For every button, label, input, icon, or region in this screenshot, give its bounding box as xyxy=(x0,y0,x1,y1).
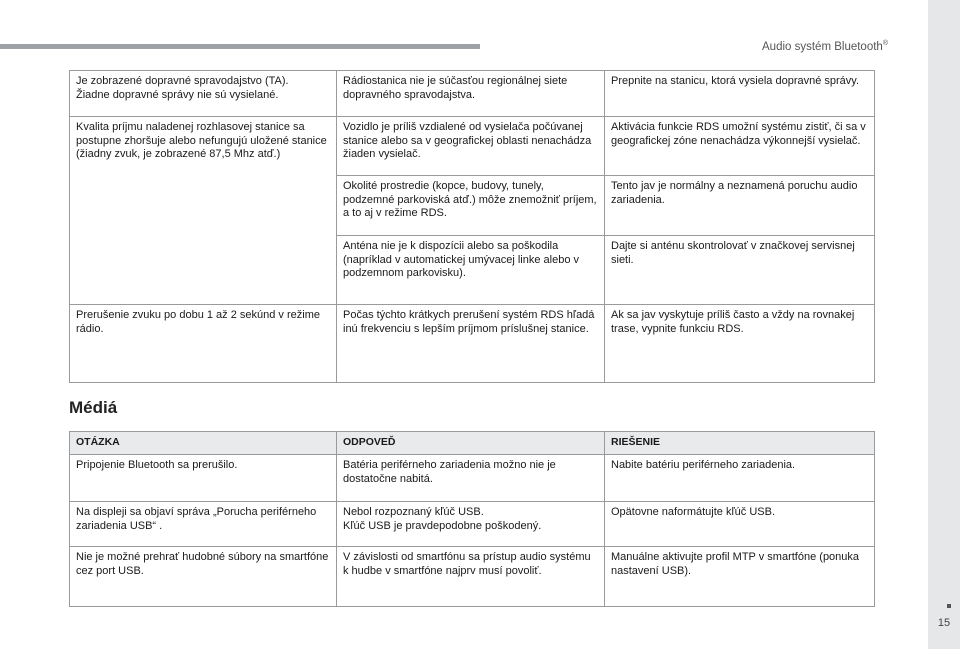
table-row xyxy=(70,547,875,607)
media-troubleshooting-table xyxy=(69,431,875,607)
table-cell: Počas týchto krátkych prerušení systém RDS hľadá inú frekvenciu s lepším príjmom príslušnej stanice. xyxy=(337,305,605,383)
table-cell: Dajte si anténu skontrolovať v značkovej servisnej sieti. xyxy=(605,236,875,305)
table-cell: Vozidlo je príliš vzdialené od vysielača počúvanej stanice alebo sa v geografickej oblasti nenachádza žiaden vysielač. xyxy=(337,117,605,176)
table-cell: Nie je možné prehrať hudobné súbory na smartfóne cez port USB. xyxy=(70,547,337,607)
section-title: Médiá xyxy=(69,398,118,417)
table-header-row xyxy=(70,432,875,455)
table-cell: Kvalita príjmu naladenej rozhlasovej stanice sa postupne zhoršuje alebo nefungujú uložené stanice (žiadny zvuk, je zobrazené 87,5 Mhz atď.) xyxy=(70,117,337,305)
table-cell: Anténa nie je k dispozícii alebo sa poškodila (napríklad v automatickej umývacej linke alebo v podzemnom parkovisku). xyxy=(337,236,605,305)
table-cell: Opätovne naformátujte kľúč USB. xyxy=(605,502,875,547)
table-cell: Batéria periférneho zariadenia možno nie je dostatočne nabitá. xyxy=(337,455,605,502)
page-side-margin xyxy=(928,0,960,649)
header-title-text: Audio systém Bluetooth xyxy=(762,40,883,53)
page-number: 15 xyxy=(937,617,951,629)
header-rule xyxy=(0,44,480,49)
table-cell: Na displeji sa objaví správa „Porucha periférneho zariadenia USB“ . xyxy=(70,502,337,547)
table-row xyxy=(70,117,875,176)
table-cell: Aktivácia funkcie RDS umožní systému zistiť, či sa v geografickej zóne nenachádza výkonnejší vysielač. xyxy=(605,117,875,176)
table-cell: Prerušenie zvuku po dobu 1 až 2 sekúnd v režime rádio. xyxy=(70,305,337,383)
table-cell: V závislosti od smartfónu sa prístup audio systému k hudbe v smartfóne najprv musí povoliť. xyxy=(337,547,605,607)
table-cell: Rádiostanica nie je súčasťou regionálnej siete dopravného spravodajstva. xyxy=(337,71,605,117)
table-cell: Je zobrazené dopravné spravodajstvo (TA). Žiadne dopravné správy nie sú vysielané. xyxy=(70,71,337,117)
registered-mark: ® xyxy=(882,40,888,47)
table-cell: Okolité prostredie (kopce, budovy, tunely, podzemné parkoviská atď.) môže znemožniť príjem, a to aj v režime RDS. xyxy=(337,176,605,236)
table-cell: Ak sa jav vyskytuje príliš často a vždy na rovnakej trase, vypnite funkciu RDS. xyxy=(605,305,875,383)
table-cell: Nebol rozpoznaný kľúč USB. Kľúč USB je pravdepodobne poškodený. xyxy=(337,502,605,547)
table-cell: Manuálne aktivujte profil MTP v smartfóne (ponuka nastavení USB). xyxy=(605,547,875,607)
table-row xyxy=(70,71,875,117)
table-row xyxy=(70,455,875,502)
table-cell: Pripojenie Bluetooth sa prerušilo. xyxy=(70,455,337,502)
column-header-solution: RIEŠENIE xyxy=(605,432,875,455)
page-header-title xyxy=(762,40,888,53)
continuation-marker xyxy=(947,604,951,608)
column-header-question: OTÁZKA xyxy=(70,432,337,455)
radio-troubleshooting-table xyxy=(69,70,875,383)
table-row xyxy=(70,305,875,383)
table-cell: Nabite batériu periférneho zariadenia. xyxy=(605,455,875,502)
table-row xyxy=(70,502,875,547)
table-cell: Tento jav je normálny a neznamená poruchu audio zariadenia. xyxy=(605,176,875,236)
column-header-answer: ODPOVEĎ xyxy=(337,432,605,455)
table-cell: Prepnite na stanicu, ktorá vysiela dopravné správy. xyxy=(605,71,875,117)
